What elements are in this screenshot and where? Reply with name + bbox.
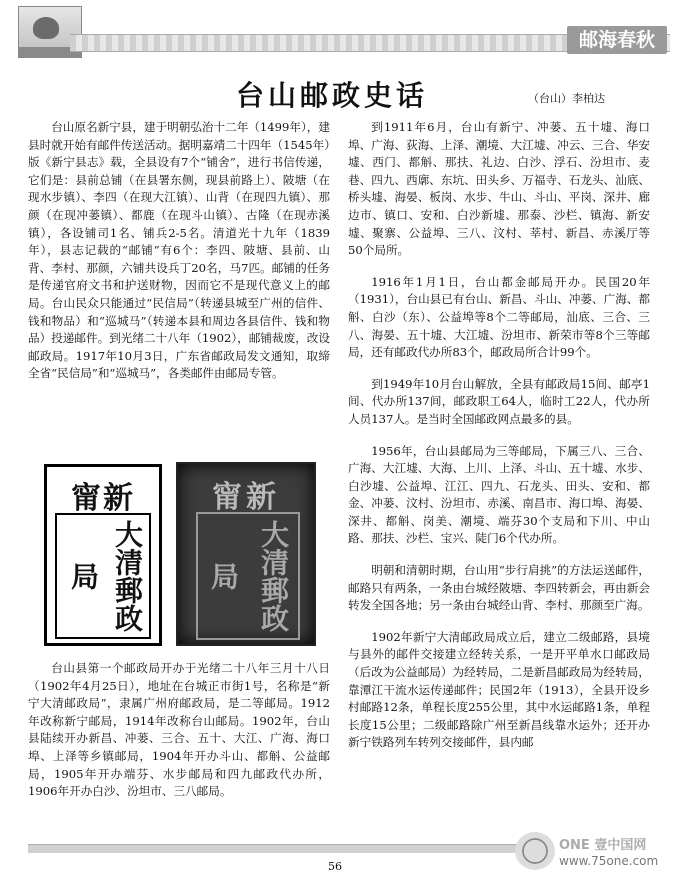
- column-title: 邮海春秋: [567, 26, 667, 54]
- seal-drawing-body: 大清郵政局: [55, 513, 151, 639]
- article-title: 台山邮政史话: [236, 79, 429, 112]
- paragraph: 1956年，台山县邮局为三等邮局，下属三八、三合、广海、大江墟、大海、上川、上泽、斗山、五十墟、水步、白沙墟、公益埠、江江、四九、石龙头、田头、安和、都金、冲蒌、汶村、汾坦市、赤溪、南昌市、海口埠、海晏、深井、都斛、岗美、潮境、端芬30个支局和下川、中山路、那扶、沙栏、宝兴、陡门6个代办所。: [348, 443, 650, 546]
- paragraph: 台山原名新宁县，建于明朝弘治十二年（1499年），建县时就开始有邮件传送活动。据明嘉靖二十四年（1545年）版《新宁县志》载，全县设有7个“铺舍”，进行书信传递，它们是：县前总铺（在县署东侧，现县前路上）、陂塘（在现水步镇）、李四（在现大江镇）、山背（在现四九镇）、那颜（在现冲蒌镇）、都鹿（在现斗山镇）、古隆（在现赤溪镇），各设铺司1名、铺兵2-5名。清道光十九年（1839年），县志记载的“邮铺”有6个：李四、陂塘、县前、山背、李村、那颜，六铺共设兵丁20名，马7匹。邮铺的任务是传递官府文书和护送财物，因而它不是现代意义上的邮局。台山民众只能通过“民信局”（转递县城至广州的信件、钱和物品）和“巡城马”（转递本县和周边各县信件、钱和物品）投递邮件。到光绪二十八年（1902），邮铺裁废，改设邮政局。1917年10月3日，广东省邮政局发文通知，取缔全省“民信局”和“巡城马”，各类邮件由邮局专管。: [28, 120, 330, 381]
- paragraph: 明朝和清朝时期，台山用“步行肩挑”的方法运送邮件，邮路只有两条，一条由台城经陂塘、李四转新会，再由新会转发全国各地；另一条由台城经山背、李村、那颜至广海。: [348, 563, 650, 613]
- globe-icon: [515, 832, 555, 870]
- seal-images: [36, 460, 324, 645]
- seal-drawing-top: 甯新: [71, 481, 135, 516]
- watermark-name: ONE 壹中国网: [559, 838, 647, 853]
- paragraph: 到1949年10月台山解放，全县有邮政局15间、邮亭1间、代办所137间，邮政职工64人，临时工22人，代办所人员137人。是当时全国邮政网点最多的县。: [348, 376, 650, 426]
- page-header: [0, 0, 677, 62]
- paragraph: 到1911年6月，台山有新宁、冲蒌、五十墟、海口埠、广海、荻海、上泽、潮境、大江墟、冲云、三合、华安墟、西门、都斛、那扶、礼边、白沙、浮石、汾坦市、麦巷、四九、西廓、东坑、田头乡、万福寺、石龙头、汕底、桥头墟、海晏、板岗、水步、牛山、斗山、平岗、深井、廊边市、镇口、安和、白沙新墟、那泰、沙栏、镇海、新安墟、聚寨、公益埠、三八、汶村、莘村、新昌、赤溪厅等50个局所。: [348, 120, 650, 258]
- watermark-url: www.75one.com: [559, 854, 659, 868]
- left-column-bottom: [28, 660, 330, 801]
- seal-photo-body: 大清郵政局: [196, 512, 300, 640]
- tree-icon: [33, 17, 59, 39]
- right-column: [348, 119, 650, 752]
- seal-drawing: [44, 464, 162, 646]
- page-number: 56: [328, 860, 342, 873]
- paragraph: 1916年1月1日，台山都金邮局开办。民国20年（1931），台山县已有台山、新昌、斗山、冲蒌、广海、都斛、白沙（东）、公益埠等8个二等邮局，汕底、三合、三八、海晏、五十墟、大江墟、汾坦市、新荣市等8个三等邮局，还有邮政代办所83个，邮政局所合计99个。: [348, 274, 650, 360]
- footer-decorative-band: [28, 844, 518, 853]
- paragraph: 台山县第一个邮政局开办于光绪二十八年三月十八日（1902年4月25日），地址在台城正市街1号，名称是“新宁大清邮政局”，隶属广州府邮政局，是二等邮局。1912年改称新宁邮局，1914年改称台山邮局。1902年，台山县陆续开办新昌、冲蒌、三合、五十、大江、广海、海口埠、上泽等乡镇邮局，1904年开办斗山、都斛、公益邮局，1905年开办端芬、水步邮局和四九邮政代办所，1906年开办白沙、汾坦市、三八邮局。: [28, 661, 330, 799]
- seal-photo: [176, 462, 316, 646]
- article-author: （台山）李柏达: [528, 92, 605, 105]
- paragraph: 1902年新宁大清邮政局成立后，建立二级邮路，县境与县外的邮件交接建立经转关系，一是开平单水口邮政局（后改为公益邮局）为经转局，二是新昌邮政局为经转局，靠潭江干流水运传递邮件；民国2年（1913），全县开设乡村邮路12条，单程长度255公里，其中水运邮路1条，单程长度15公里；二级邮路除广州至新昌线靠水运外；还开办新宁铁路列车转列交接邮件，县内邮: [348, 629, 650, 750]
- seal-photo-top: 甯新: [212, 480, 280, 515]
- watermark: [515, 832, 665, 872]
- left-column-top: [28, 119, 330, 383]
